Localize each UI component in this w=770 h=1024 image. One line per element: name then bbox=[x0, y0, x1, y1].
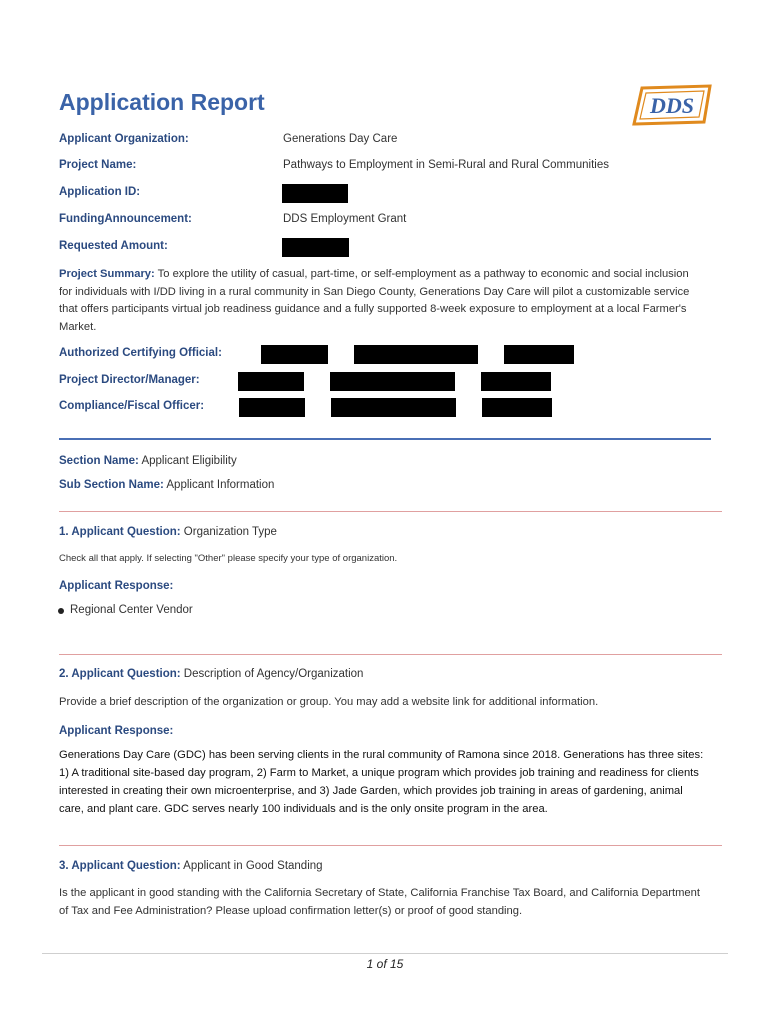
question-2-label: 2. Applicant Question: bbox=[59, 668, 181, 680]
project-director-redaction-2 bbox=[330, 372, 455, 391]
application-id-redaction bbox=[282, 184, 348, 203]
project-director-redaction-3 bbox=[481, 372, 551, 391]
project-director-label: Project Director/Manager: bbox=[59, 374, 200, 386]
question-2-response-label: Applicant Response: bbox=[59, 725, 174, 737]
bullet-icon bbox=[58, 608, 64, 614]
question-2-response: Generations Day Care (GDC) has been serving clients in the rural community of Ramona since 2018. Generations has three sites: 1) A traditional site-based day program, 2) Farm to Market, a unique program which provides job training and readiness for clients interested in creating their own microenterprise, and 3) Jade Garden, which provides job training in areas of gardening, animal care, and plant care. GDC serves nearly 100 individuals and is the only onsite program in the area. bbox=[59, 749, 704, 815]
question-1-response: Regional Center Vendor bbox=[70, 604, 193, 616]
project-director-row bbox=[59, 374, 200, 386]
sub-section-name-value: Applicant Information bbox=[163, 479, 275, 491]
project-summary bbox=[59, 266, 699, 336]
project-director-redaction-1 bbox=[238, 372, 304, 391]
question-1-response-heading bbox=[59, 580, 173, 592]
section-name-value: Applicant Eligibility bbox=[138, 455, 237, 467]
applicant-organization-value: Generations Day Care bbox=[283, 133, 398, 145]
certifying-official-redaction-1 bbox=[261, 345, 328, 364]
certifying-official-redaction-2 bbox=[354, 345, 478, 364]
question-3-title: Applicant in Good Standing bbox=[180, 860, 323, 872]
header-divider bbox=[59, 438, 711, 440]
footer-divider bbox=[42, 953, 728, 954]
section-name bbox=[59, 455, 237, 467]
sub-section-name bbox=[59, 479, 274, 491]
certifying-official-label: Authorized Certifying Official: bbox=[59, 347, 222, 359]
question-divider-1 bbox=[59, 511, 722, 512]
question-divider-3 bbox=[59, 845, 722, 846]
compliance-officer-label: Compliance/Fiscal Officer: bbox=[59, 400, 205, 412]
funding-announcement-label: FundingAnnouncement: bbox=[59, 213, 192, 225]
project-name-value: Pathways to Employment in Semi-Rural and Rural Communities bbox=[283, 159, 609, 171]
compliance-officer-redaction-2 bbox=[331, 398, 456, 417]
dds-logo bbox=[632, 84, 712, 126]
compliance-officer-row bbox=[59, 400, 204, 412]
application-id-row bbox=[59, 186, 140, 198]
question-3-instructions: Is the applicant in good standing with the California Secretary of State, California Franchise Tax Board, and California Department of Tax and Fee Administration? Please upload confirmation letter(s) or proof of good standing. bbox=[59, 887, 700, 917]
requested-amount-row bbox=[59, 240, 168, 252]
page-number: 1 of 15 bbox=[366, 957, 404, 971]
project-summary-text: To explore the utility of casual, part-time, or self-employment as a pathway to economic and social inclusion for individuals with I/DD living in a rural community in San Diego County, Generations Day Care will pilot a customizable service that offers participants virtual job readiness guidance and a fully supported 8-week exposure to employment at a local Farmer's Market. bbox=[59, 268, 690, 333]
question-1-title: Organization Type bbox=[180, 526, 277, 538]
funding-announcement-row bbox=[59, 213, 407, 225]
question-3-label: 3. Applicant Question: bbox=[59, 860, 181, 872]
compliance-officer-redaction-3 bbox=[482, 398, 552, 417]
logo-text: DDS bbox=[649, 93, 695, 118]
question-1-response-label: Applicant Response: bbox=[59, 580, 174, 592]
certifying-official-redaction-3 bbox=[504, 345, 574, 364]
question-1-heading bbox=[59, 526, 277, 538]
question-1-label: 1. Applicant Question: bbox=[59, 526, 181, 538]
page-title: Application Report bbox=[59, 89, 265, 115]
requested-amount-redaction bbox=[282, 238, 349, 257]
compliance-officer-redaction-1 bbox=[239, 398, 305, 417]
certifying-official-row bbox=[59, 347, 222, 359]
sub-section-name-label: Sub Section Name: bbox=[59, 479, 164, 491]
applicant-organization-label: Applicant Organization: bbox=[59, 133, 189, 145]
project-name-label: Project Name: bbox=[59, 159, 137, 171]
application-id-label: Application ID: bbox=[59, 186, 141, 198]
requested-amount-label: Requested Amount: bbox=[59, 240, 168, 252]
question-1-instructions: Check all that apply. If selecting "Other" please specify your type of organization. bbox=[59, 553, 398, 564]
question-3-heading bbox=[59, 860, 323, 872]
project-summary-label: Project Summary: bbox=[59, 268, 155, 280]
question-2-response-heading bbox=[59, 725, 173, 737]
project-name-row bbox=[59, 159, 609, 171]
question-2-instructions: Provide a brief description of the organization or group. You may add a website link for additional information. bbox=[59, 696, 599, 708]
funding-announcement-value: DDS Employment Grant bbox=[283, 213, 407, 225]
question-2-title: Description of Agency/Organization bbox=[180, 668, 364, 680]
section-name-label: Section Name: bbox=[59, 455, 139, 467]
question-divider-2 bbox=[59, 654, 722, 655]
applicant-organization-row bbox=[59, 133, 398, 145]
question-2-heading bbox=[59, 668, 363, 680]
